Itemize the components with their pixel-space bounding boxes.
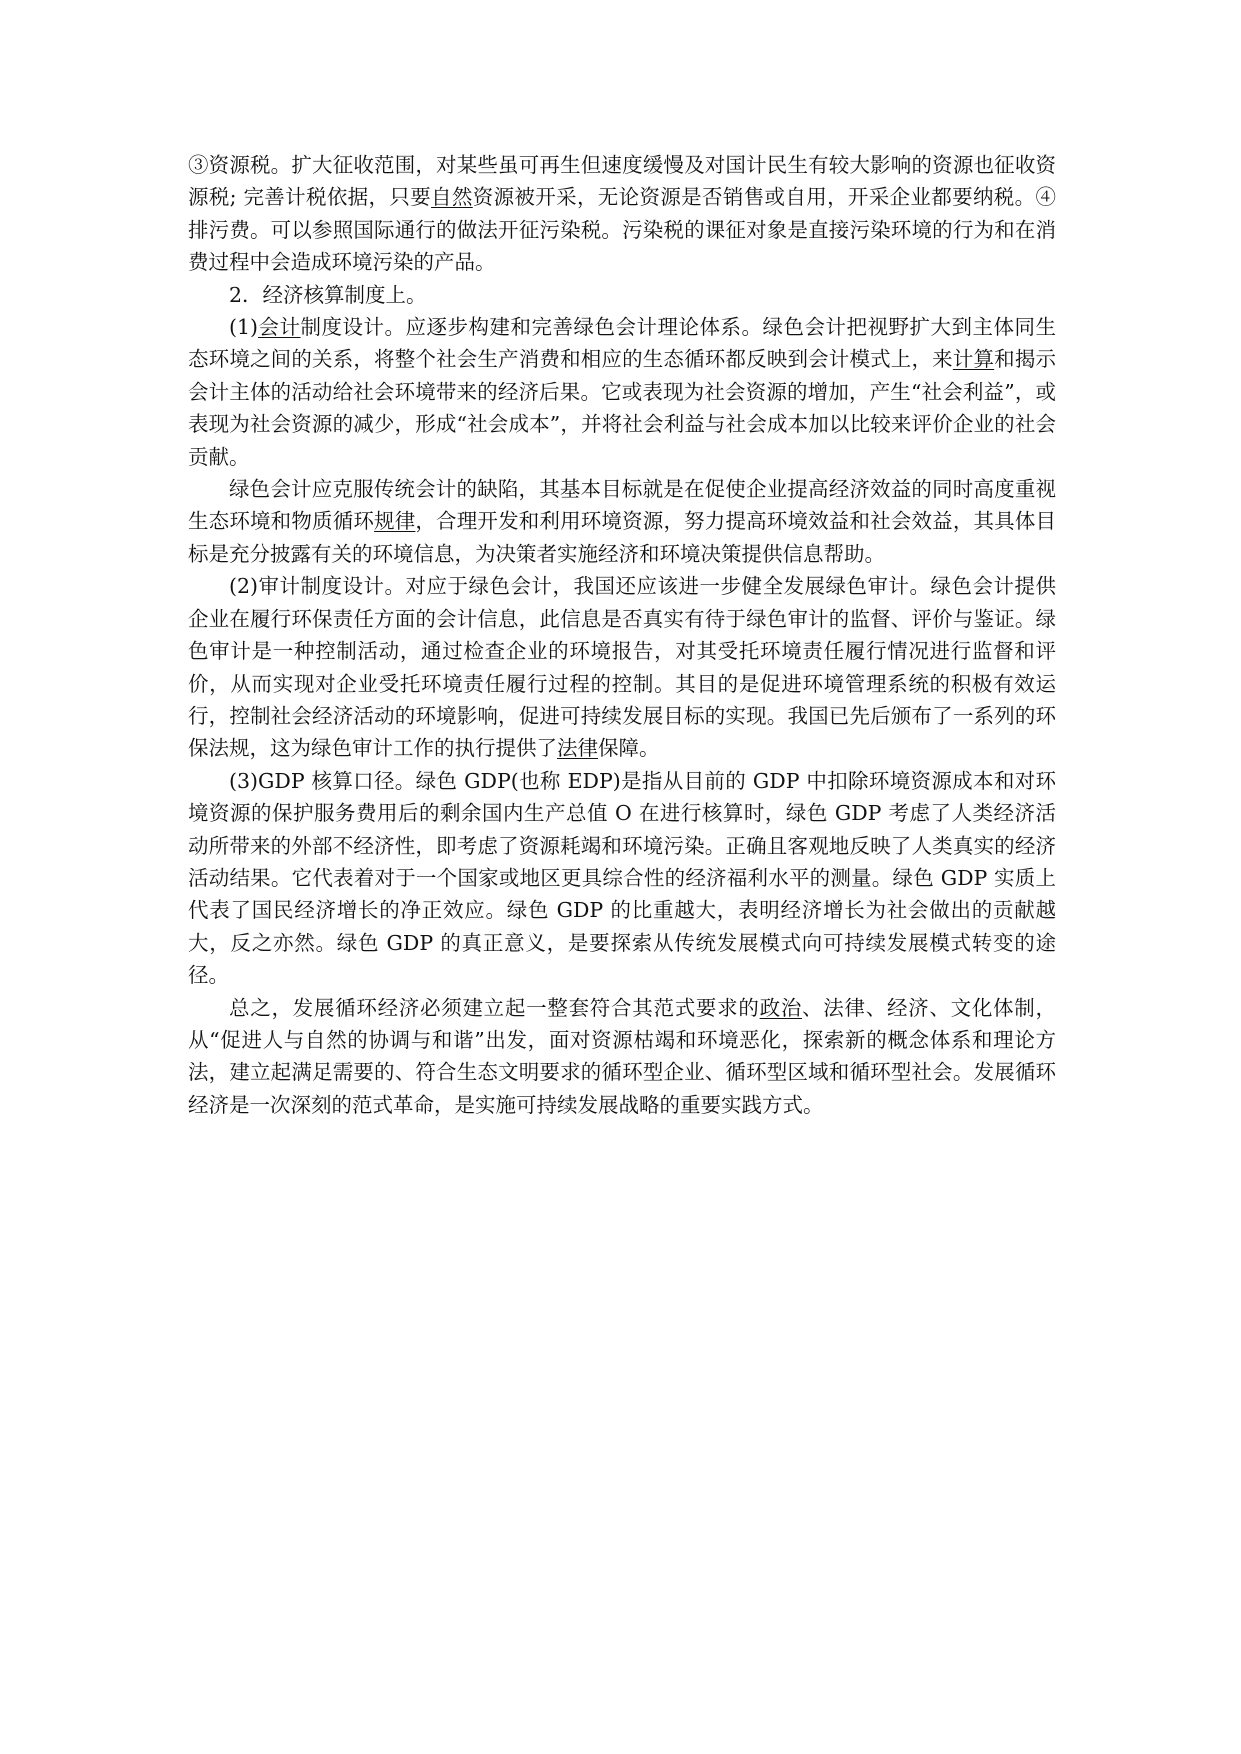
underlined-term-accounting: 会计 xyxy=(258,315,301,340)
text-run: (3)GDP 核算口径。绿色 GDP(也称 EDP)是指从目前的 GDP 中扣除环境资源成本和对环境资源的保护服务费用后的剩余国内生产总值 O 在进行核算时，绿色 GDP 考虑了人类经济活动所带来的外部不经济性，即考虑了资源耗竭和环境污染。正确且客观地反映了人类真实的经济活动结果。它代表着对于一个国家或地区更具综合性的经济福利水平的测量。绿色 GDP 实质上代表了国民经济增长的净正效应。绿色 GDP 的比重越大，表明经济增长为社会做出的贡献越大，反之亦然。绿色 GDP 的真正意义，是要探索从传统发展模式向可持续发展模式转变的途径。 xyxy=(188,768,1056,988)
section-heading-economic-accounting xyxy=(188,279,1056,311)
text-run: ③资源税。扩大征收范围，对某些虽可再生但速度缓慢及对国计民生有较大影响的资源也征收资源税; 完善计税依据，只要 xyxy=(188,153,1056,210)
text-run: 制度设计。应逐步构建和完善绿色会计理论体系。绿色会计把视野扩大到主体同生态环境之间的关系，将整个社会生产消费和相应的生态循环都反映到会计模式上，来 xyxy=(188,315,1057,372)
text-run: 、法律、经济、文化体制，从“促进人与自然的协调与和谐”出发，面对资源枯竭和环境恶化，探索新的概念体系和理论方法，建立起满足需要的、符合生态文明要求的循环型企业、循环型区域和循环型社会。发展循环经济是一次深刻的范式革命，是实施可持续发展战略的重要实践方式。 xyxy=(188,995,1057,1117)
text-run: (2)审计制度设计。对应于绿色会计，我国还应该进一步健全发展绿色审计。绿色会计提供企业在履行环保责任方面的会计信息，此信息是否真实有待于绿色审计的监督、评价与鉴证。绿色审计是一种控制活动，通过检查企业的环境报告，对其受托环境责任履行情况进行监督和评价，从而实现对企业受托环境责任履行过程的控制。其目的是促进环境管理系统的积极有效运行，控制社会经济活动的环境影响，促进可持续发展目标的实现。我国已先后颁布了一系列的环保法规，这为绿色审计工作的执行提供了 xyxy=(188,574,1056,761)
text-run: (1) xyxy=(229,315,259,340)
paragraph-conclusion xyxy=(188,992,1056,1122)
section-heading-text: 2．经济核算制度上。 xyxy=(229,282,427,307)
underlined-term-politics: 政治 xyxy=(759,995,803,1020)
document-body xyxy=(188,149,1056,1121)
underlined-term-legal: 法律 xyxy=(557,736,598,761)
paragraph-audit-design xyxy=(188,570,1056,764)
text-run: 和揭示会计主体的活动给社会环境带来的经济后果。它或表现为社会资源的增加，产生“社会利益”，或表现为社会资源的减少，形成“社会成本”，并将社会利益与社会成本加以比较来评价企业的社会贡献。 xyxy=(188,347,1057,469)
underlined-term-law-pattern: 规律 xyxy=(374,509,416,534)
text-run: 总之，发展循环经济必须建立起一整套符合其范式要求的 xyxy=(229,995,760,1020)
underlined-term-nature: 自然 xyxy=(431,185,473,210)
underlined-term-calculate: 计算 xyxy=(952,347,995,372)
text-run: 资源被开采，无论资源是否销售或自用，开采企业都要纳税。④排污费。可以参照国际通行的做法开征污染税。污染税的课征对象是直接污染环境的行为和在消费过程中会造成环境污染的产品。 xyxy=(188,185,1056,275)
paragraph-accounting-design xyxy=(188,311,1056,473)
paragraph-green-accounting-goals xyxy=(188,473,1056,570)
paragraph-gdp-accounting xyxy=(188,765,1056,992)
text-run: 绿色会计应克服传统会计的缺陷，其基本目标就是在促使企业提高经济效益的同时高度重视生态环境和物质循环 xyxy=(188,477,1056,534)
text-run: 保障。 xyxy=(598,736,660,761)
text-run: ，合理开发和利用环境资源，努力提高环境效益和社会效益，其具体目标是充分披露有关的环境信息，为决策者实施经济和环境决策提供信息帮助。 xyxy=(188,509,1057,566)
paragraph-resource-tax xyxy=(188,149,1056,279)
